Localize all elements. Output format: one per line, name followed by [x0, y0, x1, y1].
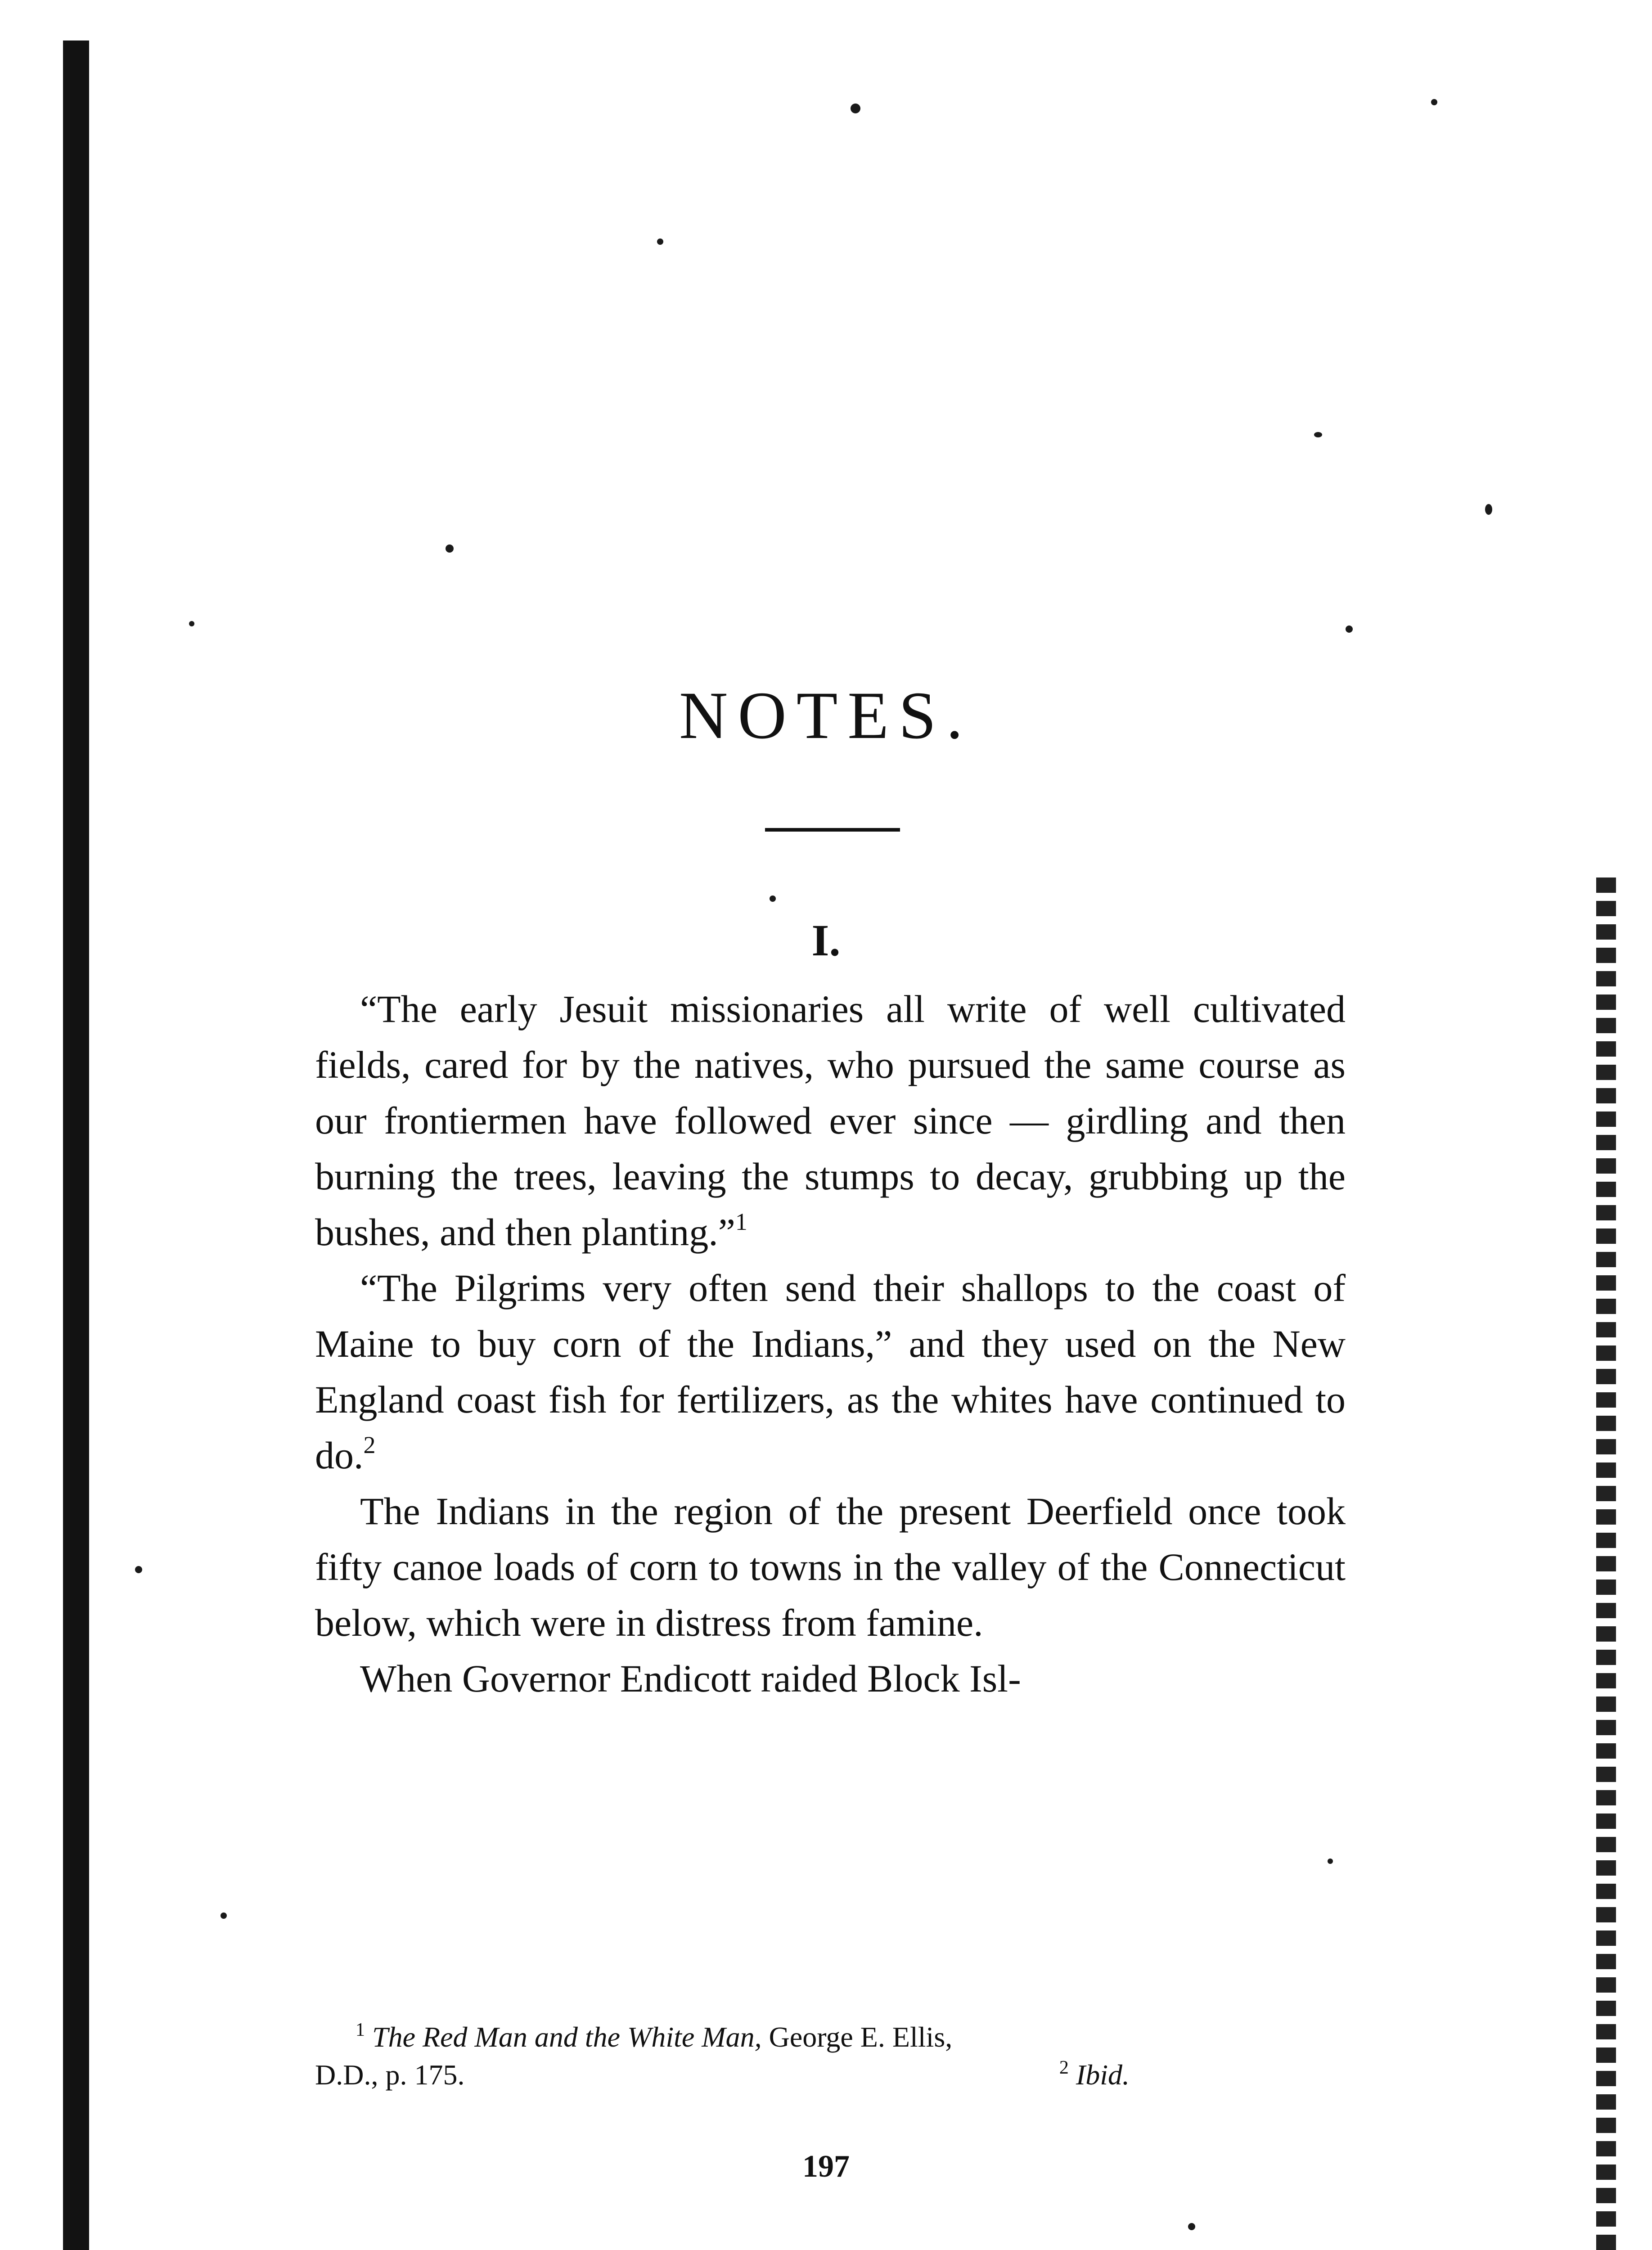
- scan-speck: [1346, 626, 1353, 633]
- notes-body: [315, 981, 1346, 1706]
- paragraph: [315, 1260, 1346, 1483]
- scan-speck: [189, 621, 194, 626]
- footnote-marker: 2: [1059, 2057, 1069, 2078]
- paragraph-text: When Governor Endicott raided Block Isl-: [360, 1657, 1021, 1700]
- footnote-2: [1059, 2056, 1130, 2094]
- paragraph: [315, 1651, 1346, 1706]
- footnote-source-title: The Red Man and the White Man,: [372, 2021, 762, 2053]
- footnote-marker: 1: [356, 2020, 365, 2040]
- footnote-ibid-text: Ibid.: [1076, 2059, 1130, 2091]
- footnote-row: [315, 2056, 1346, 2094]
- page-number: 197: [802, 2149, 850, 2184]
- paragraph: [315, 981, 1346, 1260]
- scan-speck: [770, 896, 776, 902]
- paragraph-text: “The early Jesuit missionaries all write of well cultivated fields, cared for by the natives, who pursued the same course as our frontiermen have followed ever since — girdling and then burning the trees, leaving the stumps to decay, grubbing up the bushes, and then planting.”: [315, 987, 1346, 1254]
- scan-speck: [446, 544, 454, 553]
- page-title: NOTES.: [679, 678, 973, 753]
- footnote-source-page: D.D., p. 175.: [315, 2059, 465, 2091]
- scan-speck: [135, 1566, 142, 1573]
- title-divider: [765, 828, 900, 832]
- scan-left-edge: [63, 40, 89, 2250]
- footnote-reference: 2: [363, 1431, 376, 1458]
- section-number: I.: [811, 915, 841, 965]
- paragraph-text: “The Pilgrims very often send their shallops to the coast of Maine to buy corn of the Indians,” and they used on the New England coast fish for fertilizers, as the whites have continued to do.: [315, 1266, 1346, 1477]
- scan-right-edge: [1596, 878, 1616, 2250]
- scan-speck: [657, 238, 663, 245]
- scan-speck: [1314, 432, 1322, 437]
- footnote-reference: 1: [735, 1208, 747, 1235]
- scan-speck: [1188, 2223, 1195, 2230]
- scan-speck: [1485, 504, 1492, 515]
- scan-speck: [221, 1912, 227, 1919]
- footnote-1: [315, 2018, 1346, 2056]
- paragraph: [315, 1483, 1346, 1651]
- scan-speck: [1431, 99, 1437, 105]
- scan-speck: [1328, 1858, 1333, 1864]
- footnote-source-author: George E. Ellis,: [761, 2021, 953, 2053]
- paragraph-text: The Indians in the region of the present Deerfield once took fifty canoe loads of corn to towns in the valley of the Connecticut below, which were in distress from famine.: [315, 1490, 1346, 1644]
- footnotes: [315, 2018, 1346, 2094]
- scan-speck: [851, 104, 860, 113]
